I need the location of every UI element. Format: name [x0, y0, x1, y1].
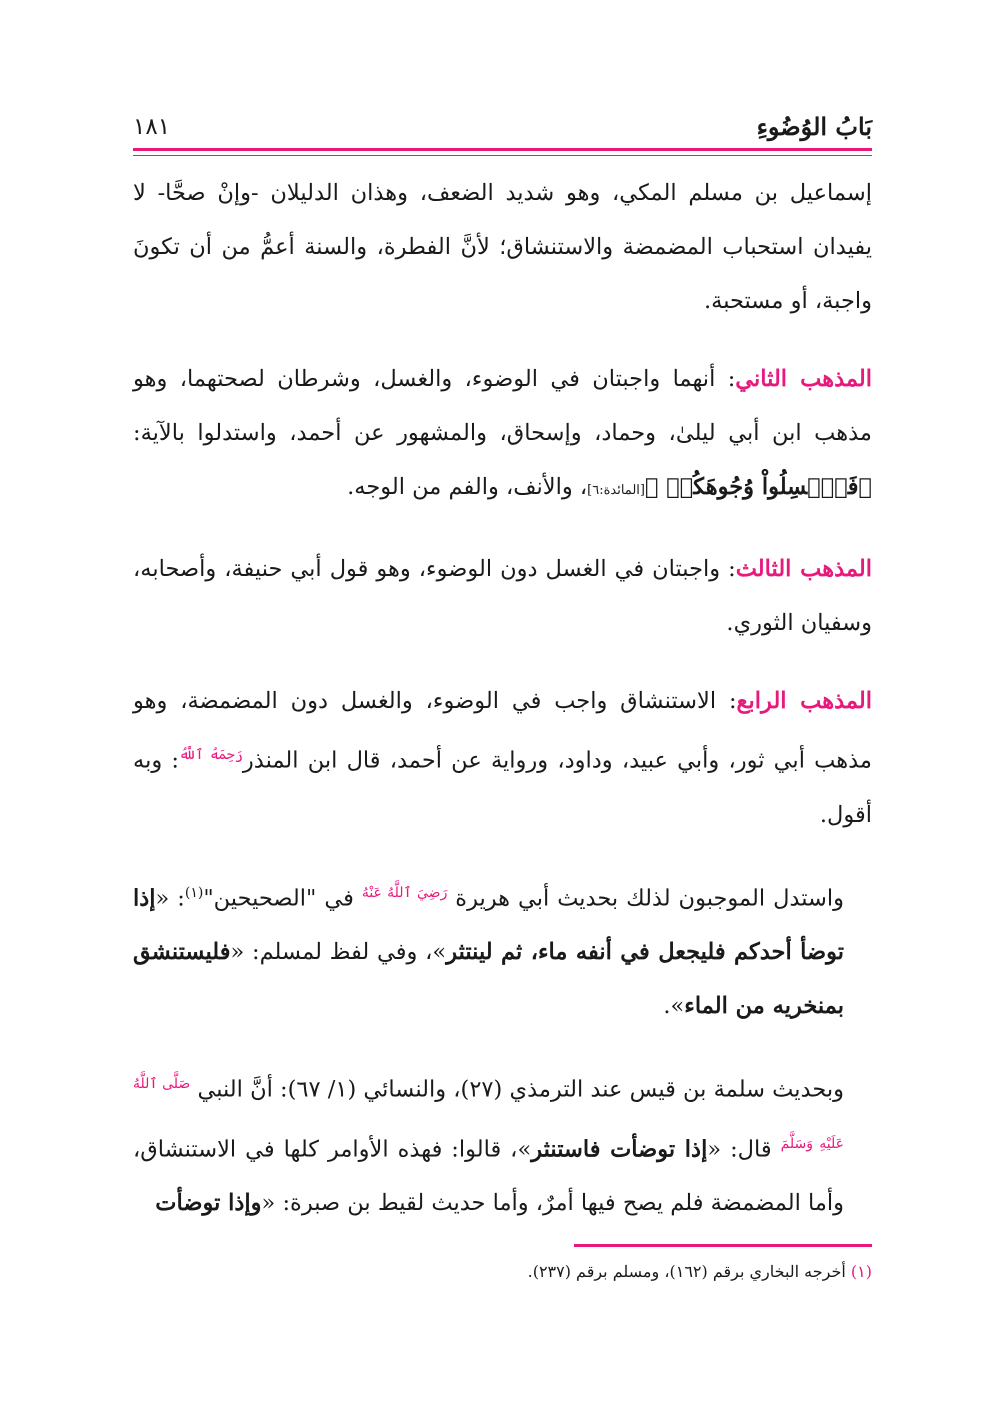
honorific-icon: رَضِيَ ٱللَّهُ عَنْهُ	[361, 884, 448, 901]
chapter-title: بَابُ الوُضُوءِ	[756, 112, 872, 141]
hadith-text: فليستنشق بمنخريه من الماء	[133, 939, 844, 1019]
madhhab-label: المذهب الرابع	[736, 688, 872, 714]
footnote-divider	[574, 1244, 872, 1247]
paragraph-5: واستدل الموجبون لذلك بحديث أبي هريرة $^{رَضِيَ ٱللَّهُ عَنْهُ}$ في "الصحيحين"$^{(١)}$: «إذا توضأ أحدكم فليجعل في أنفه ماء، ثم لينتثر»، وفي لفظ لمسلم: «فليستنشق بمنخريه من الماء».	[133, 884, 844, 1019]
footnote-marker[interactable]: (١)	[184, 884, 204, 901]
honorific-icon: رَحِمَهُ ٱللَّهُ	[178, 747, 243, 763]
paragraph-2: المذهب الثاني: أنهما واجبتان في الوضوء، والغسل، وشرطان لصحتهما، وهو مذهب ابن أبي ليلىٰ، وحماد، وإسحاق، والمشهور عن أحمد، واستدلوا بالآية: ﴿فَٱغۡسِلُواْ وُجُوهَكُمۡ ﴾[المائدة:٦]، والأنف، والفم من الوجه.	[133, 366, 872, 500]
paragraph-1: إسماعيل بن مسلم المكي، وهو شديد الضعف، وهذان الدليلان -وإنْ صحَّا- لا يفيدان استحباب المضمضة والاستنشاق؛ لأنَّ الفطرة، والسنة أعمُّ من أن تكونَ واجبة، أو مستحبة.	[133, 180, 872, 314]
page-header	[133, 112, 872, 144]
madhhab-label: المذهب الثاني	[735, 366, 872, 392]
paragraph-4: المذهب الرابع: الاستنشاق واجب في الوضوء، والغسل دون المضمضة، وهو مذهب أبي ثور، وأبي عبيد، وداود، ورواية عن أحمد، قال ابن المنذر$^{رَحِمَهُ ٱللَّهُ}$: وبه أقول.	[133, 688, 872, 828]
footnote-number: (١)	[850, 1262, 872, 1281]
footnote-text: أخرجه البخاري برقم (١٦٢)، ومسلم برقم (٢٣٧).	[527, 1262, 851, 1281]
page-number: ١٨١	[133, 114, 171, 140]
hadith-text: وإذا توضأت	[155, 1190, 262, 1216]
header-divider-thin	[133, 155, 872, 156]
honorific-icon: صَلَّى ٱللَّهُ عَلَيْهِ وَسَلَّمَ	[133, 1076, 845, 1152]
madhhab-label: المذهب الثالث	[735, 556, 872, 582]
paragraph-6: وبحديث سلمة بن قيس عند الترمذي (٢٧)، والنسائي (١/ ٦٧): أنَّ النبي $^{صَلَّى ٱللَّهُ عَلَيْهِ وَسَلَّمَ}$ قال: «إذا توضأت فاستنثر»، قالوا: فهذه الأوامر كلها في الاستنشاق، وأما المضمضة فلم يصح فيها أمرٌ، وأما حديث لقيط بن صبرة: «وإذا توضأت	[133, 1076, 845, 1216]
footnote	[133, 1262, 872, 1281]
body-text	[133, 166, 872, 1254]
hadith-text: إذا توضأت فاستنثر	[531, 1136, 708, 1162]
hadith-text: إذا توضأ أحدكم فليجعل في أنفه ماء، ثم لينتثر	[133, 885, 844, 965]
paragraph-3: المذهب الثالث: واجبتان في الغسل دون الوضوء، وهو قول أبي حنيفة، وأصحابه، وسفيان الثوري.	[133, 556, 872, 636]
header-divider	[133, 148, 872, 151]
quran-verse: ﴿فَٱغۡسِلُواْ وُجُوهَكُمۡ ﴾	[644, 474, 872, 500]
verse-reference: [المائدة:٦]	[587, 483, 645, 498]
